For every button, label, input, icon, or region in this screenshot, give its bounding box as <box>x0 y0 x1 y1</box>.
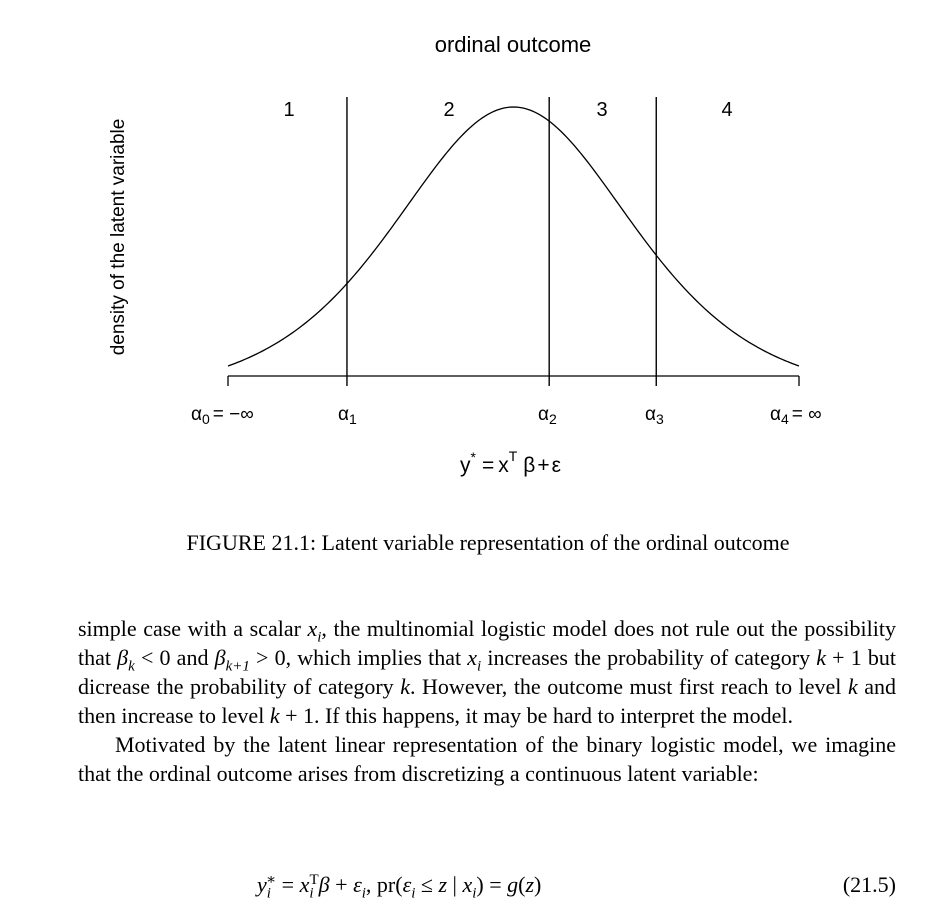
equation-21-5 <box>0 872 948 904</box>
threshold-label-3: $\alpha_3$ <box>645 404 664 427</box>
figure-caption: FIGURE 21.1: Latent variable representation of the ordinal outcome <box>186 530 790 555</box>
y-axis-label: density of the latent variable <box>108 118 129 356</box>
category-label-2: 2 <box>443 99 455 121</box>
paragraph-1: simple case with a scalar $x_i$, the multinomial logistic model does not rule out the possibility that $\beta_k < 0$ and $\beta_{k+1} > 0$, which implies that $x_i$ increases the probability of category k + 1 but dicrease the probability of category k. However, the outcome must first reach to level k and then increase to level k + 1. If this happens, it may be hard to interpret the model. <box>78 616 897 728</box>
equation-number: (21.5) <box>842 872 896 897</box>
density-curve <box>228 107 799 366</box>
threshold-label-2: $\alpha_2$ <box>538 404 557 427</box>
x-axis-label: $y^* = x^T$ β+ε <box>460 448 562 477</box>
equation-body: $y_i^∗ = x_i^T\beta + \varepsilon_i$, $pr(\varepsilon_i \le z$ | $x_i) = g(z)$ <box>257 871 542 902</box>
paragraph-2: Motivated by the latent linear representation of the binary logistic model, we imagine that the ordinal outcome arises from discretizing a continuous latent variable: <box>78 732 896 786</box>
category-label-4: 4 <box>721 99 733 121</box>
figure-title: ordinal outcome <box>434 32 592 57</box>
threshold-label-0: $\alpha_0$ = −∞ <box>191 404 254 427</box>
category-label-1: 1 <box>283 99 295 121</box>
threshold-label-1: $\alpha_1$ <box>338 404 357 427</box>
threshold-label-4: $\alpha_4$ = ∞ <box>770 404 822 427</box>
category-label-3: 3 <box>596 99 608 121</box>
body-text <box>78 614 896 788</box>
